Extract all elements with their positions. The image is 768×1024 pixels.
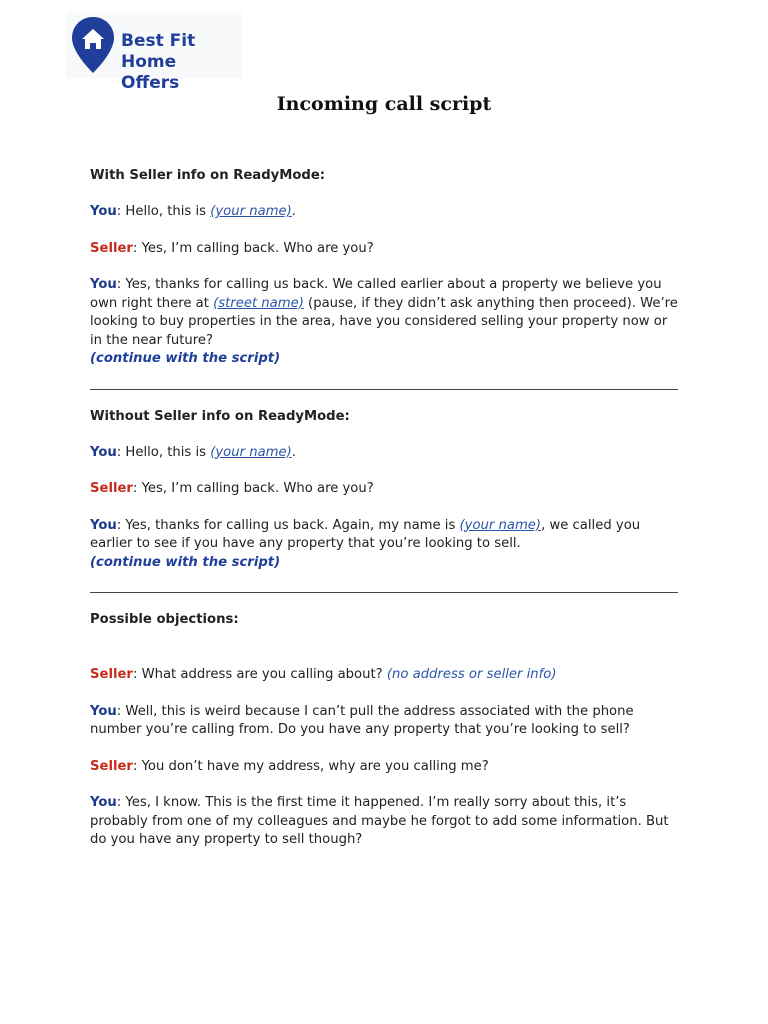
line-text: : Hello, this is: [116, 444, 211, 460]
section-heading-with-info: With Seller info on ReadyMode:: [90, 168, 326, 183]
note-text: (no address or seller info): [386, 667, 557, 682]
script-line: [90, 444, 680, 463]
house-pin-icon: [70, 15, 116, 75]
logo-line-1: Best Fit Home: [121, 31, 196, 72]
section-divider: [90, 389, 678, 390]
line-text: : Yes, I’m calling back. Who are you?: [132, 481, 374, 496]
script-line: [90, 480, 680, 499]
line-end: .: [291, 444, 296, 460]
speaker-label: Seller: [90, 240, 133, 256]
script-line: [90, 276, 680, 369]
placeholder-text: (your name): [210, 204, 292, 219]
section-heading-objections: Possible objections:: [90, 612, 239, 627]
company-logo: [66, 12, 242, 93]
logo-text: [121, 31, 242, 94]
objection-line: [90, 666, 680, 685]
line-end: .: [291, 204, 296, 219]
continue-note: (continue with the script): [90, 554, 281, 570]
speaker-label: You: [90, 703, 117, 719]
speaker-label: You: [90, 204, 117, 219]
objection-line: [90, 758, 680, 777]
speaker-label: Seller: [90, 667, 133, 682]
continue-note: (continue with the script): [90, 351, 281, 366]
speaker-label: You: [90, 444, 117, 460]
placeholder-text: (your name): [210, 444, 292, 460]
line-text: : You don’t have my address, why are you calling me?: [132, 758, 489, 774]
script-content: [90, 167, 680, 868]
line-text: : Yes, thanks for calling us back. Again, my name is: [116, 517, 460, 533]
speaker-label: Seller: [90, 481, 133, 496]
placeholder-text: (street name): [213, 295, 304, 311]
line-text: : Yes, I know. This is the first time it happened. I’m really sorry about this, it’s probably from one of my colleagues and maybe he forgot to add some information. But do you have any property to sell though?: [90, 795, 669, 847]
page-title: Incoming call script: [276, 93, 492, 115]
line-text: (pause, if they didn’t ask anything then proceed). We’re looking to buy properties in the area, have you considered selling your property now or in the near future?: [90, 295, 678, 348]
speaker-label: You: [90, 277, 117, 292]
line-text: , we called you earlier to see if you have any property that you’re looking to sell.: [90, 517, 641, 551]
speaker-label: You: [90, 517, 117, 533]
placeholder-text: (your name): [459, 517, 542, 533]
line-text: : Well, this is weird because I can’t pull the address associated with the phone number you’re calling from. Do you have any property that you’re looking to sell?: [90, 703, 634, 737]
logo-line-2: Offers: [121, 73, 180, 93]
objection-line: [90, 794, 680, 850]
script-line: [90, 203, 680, 222]
line-text: : Yes, I’m calling back. Who are you?: [132, 240, 374, 256]
script-line: [90, 240, 680, 259]
speaker-label: You: [90, 795, 117, 810]
section-divider: [90, 592, 678, 593]
section-heading-without-info: Without Seller info on ReadyMode:: [90, 408, 350, 424]
line-text: : Hello, this is: [116, 204, 211, 219]
script-line: [90, 517, 680, 573]
line-text: : What address are you calling about?: [132, 667, 387, 682]
line-text: : Yes, thanks for calling us back. We called earlier about a property we believe you own right there at: [90, 277, 662, 311]
objection-line: [90, 703, 680, 740]
speaker-label: Seller: [90, 758, 133, 774]
